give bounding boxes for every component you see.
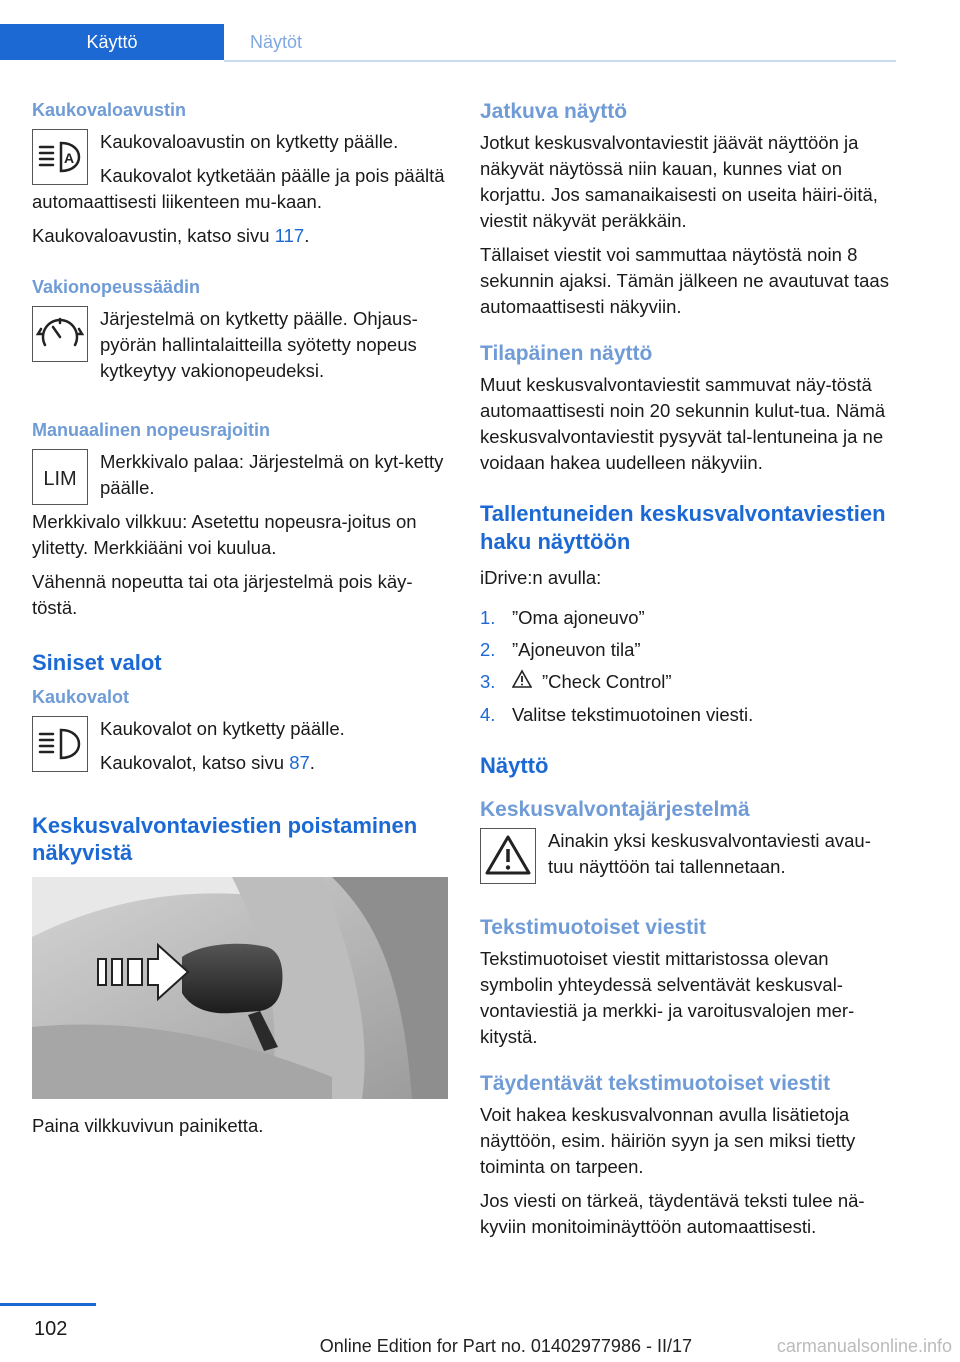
paragraph: Tekstimuotoiset viestit mittaristossa olevan symbolin yhteydessä selventävät keskusval-vontaviestiä ja merkki- ja varoitusvalojen mer-kitystä. (480, 947, 855, 1047)
watermark: carmanualsonline.info (776, 1336, 952, 1356)
section-heading: Tallentuneiden keskusvalvontaviestien haku näyttöön (480, 501, 886, 554)
list-item (480, 702, 892, 728)
section-heading: Näyttö (480, 753, 549, 778)
section-heading: Keskusvalvontajärjestelmä (480, 797, 750, 821)
speedometer-icon (32, 306, 88, 362)
section-high-beam-assistant (32, 100, 448, 249)
icon-row (32, 716, 448, 784)
warning-triangle-icon (480, 828, 536, 884)
section-heading: Tekstimuotoiset viestit (480, 915, 706, 939)
paragraph: Kaukovalot kytketään päälle ja pois päältä automaattisesti liikenteen mu-kaan. (32, 165, 445, 212)
page-number: 102 (34, 1318, 68, 1340)
reference-paragraph (32, 223, 448, 249)
section-heading: Täydentävät tekstimuotoiset viestit (480, 1071, 831, 1095)
reference-text: Kaukovalot, katso sivu (100, 751, 290, 773)
warning-triangle-small-icon (512, 669, 534, 696)
paragraph: Merkkivalo vilkkuu: Asetettu nopeusra-joitus on ylitetty. Merkkiääni voi kuulua. (32, 511, 417, 558)
lim-icon (32, 449, 88, 505)
icon-row (32, 129, 448, 223)
high-beam-assistant-icon (32, 129, 88, 185)
turn-signal-lever-illustration (32, 877, 448, 1099)
reference-text: Kaukovaloavustin, katso sivu (32, 225, 275, 246)
step-text: ”Check Control” (542, 671, 672, 692)
header-bar (0, 24, 896, 62)
right-column (480, 100, 892, 1248)
section-cruise-control (32, 277, 448, 392)
section-heading-hide-messages: Keskusvalvontaviestien poistaminen näkyvistä (32, 812, 418, 865)
paragraph: Kaukovalot on kytketty päälle. (100, 717, 345, 739)
section-heading: Kaukovalot (32, 686, 130, 707)
section-heading: Tilapäinen näyttö (480, 342, 653, 365)
paragraph: Voit hakea keskusvalvonnan avulla lisätietoja näyttöön, esim. häiriön syyn ja sen miksi tietty toiminta on tarpeen. (480, 1103, 856, 1177)
left-column (32, 100, 448, 1147)
edition-line: Online Edition for Part no. 01402977986 - II/17 (319, 1336, 692, 1356)
svg-text:A: A (64, 150, 75, 166)
list-item (480, 637, 892, 663)
list-item (480, 605, 892, 631)
paragraph: Jos viesti on tärkeä, täydentävä teksti tulee nä-kyviin monitoiminäyttöön automaattisesti. (480, 1189, 865, 1237)
footer-rule (0, 1303, 96, 1306)
high-beam-icon (32, 716, 88, 772)
section-heading-blue-lights: Siniset valot (32, 650, 162, 675)
reference-paragraph (32, 750, 448, 776)
paragraph: Vähennä nopeutta tai ota järjestelmä pois käy-töstä. (32, 571, 413, 618)
paragraph: iDrive:n avulla: (480, 567, 602, 588)
paragraph: Kaukovaloavustin on kytketty päälle. (100, 131, 399, 152)
section-heading: Jatkuva näyttö (480, 100, 628, 123)
section-heading: Vakionopeussäädin (32, 277, 201, 297)
list-item (480, 669, 892, 696)
lim-icon-text: LIM (43, 468, 77, 490)
paragraph: Ainakin yksi keskusvalvontaviesti avau-tuu näyttöön tai tallennetaan. (548, 829, 871, 877)
image-caption: Paina vilkkuvivun painiketta. (32, 1114, 264, 1136)
tab-naytot[interactable]: Näytöt (249, 32, 303, 52)
paragraph: Tällaiset viestit voi sammuttaa näytöstä noin 8 sekunnin ajaksi. Tämän jälkeen ne avautuvat taas automaattisesti näkyviin. (480, 244, 889, 317)
section-high-beam (32, 687, 448, 784)
paragraph: Muut keskusvalvontaviestit sammuvat näy-töstä automaattisesti noin 20 sekunnin kulut-tua. Nämä keskusvalvontaviestit pysyvät tal-lentuneina ja ne voidaan hakea uudelleen näkyviin. (480, 374, 886, 473)
icon-row (480, 828, 892, 888)
step-text: Valitse tekstimuotoinen viesti. (512, 704, 754, 725)
step-number: 4. (480, 704, 496, 725)
section-heading: Manuaalinen nopeusrajoitin (32, 420, 271, 440)
paragraph: Jotkut keskusvalvontaviestit jäävät näyttöön ja näkyvät näytössä niin kauan, kunnes viat on korjattu. Jos samanaikaisesti on useita häiri-öitä, viestit näkyvät peräkkäin. (480, 132, 878, 231)
step-text: ”Oma ajoneuvo” (512, 607, 645, 628)
page-link[interactable]: 117 (274, 225, 305, 246)
step-text: ”Ajoneuvon tila” (512, 639, 641, 660)
section-speed-limiter (32, 420, 448, 621)
step-number: 1. (480, 607, 496, 628)
step-number: 2. (480, 639, 496, 660)
steps-list (480, 605, 892, 728)
step-number: 3. (480, 671, 496, 692)
icon-row (32, 306, 448, 392)
header-rule (224, 60, 896, 62)
paragraph: Merkkivalo palaa: Järjestelmä on kyt-ketty päälle. (100, 451, 444, 498)
icon-row (32, 449, 448, 569)
paragraph: Järjestelmä on kytketty päälle. Ohjaus-pyörän hallintalaitteilla syötetty nopeus kytkeytyy vakionopeudeksi. (100, 308, 418, 381)
section-heading: Kaukovaloavustin (32, 100, 187, 120)
reference-end: . (309, 751, 315, 773)
section-check-control (480, 798, 892, 888)
reference-end: . (304, 225, 310, 246)
tab-kaytto[interactable]: Käyttö (0, 24, 224, 60)
page-link[interactable]: 87 (289, 751, 310, 773)
